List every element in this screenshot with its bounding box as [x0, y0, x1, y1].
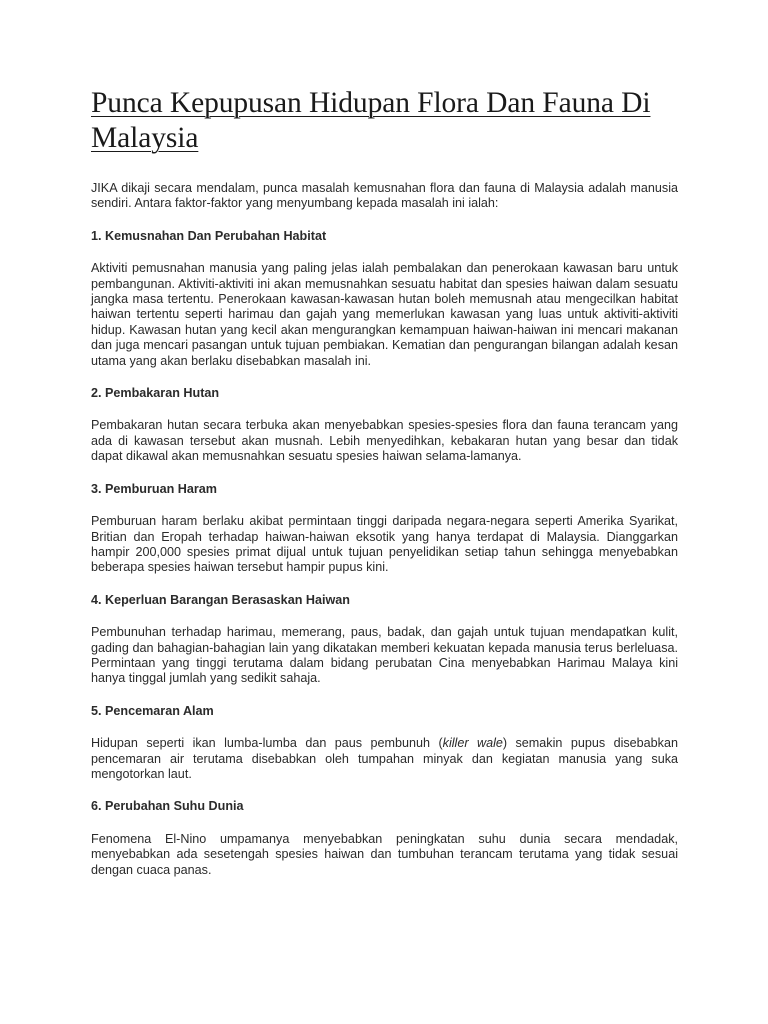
section-heading: 1. Kemusnahan Dan Perubahan Habitat: [91, 228, 327, 243]
section-body: Pemburuan haram berlaku akibat permintaan tinggi daripada negara-negara seperti Amerika Syarikat, Britian dan Eropah terhadap haiwan-haiwan eksotik yang hanya terdapat di Malaysia. Dianggarkan hampir 200,000 spesies primat dijual untuk tujuan penyelidikan setiap tahun sehingga menyebabkan beberapa spesies haiwan tersebut hampir pupus kini.: [91, 514, 678, 575]
section-animal-products: [91, 593, 678, 687]
section-forest-fire: [91, 386, 678, 465]
section-poaching: [91, 482, 678, 576]
section-heading: 6. Perubahan Suhu Dunia: [91, 799, 244, 814]
section-body: Pembakaran hutan secara terbuka akan menyebabkan spesies-spesies flora dan fauna terancam yang ada di kawasan tersebut akan musnah. Lebih menyedihkan, kebakaran hutan yang besar dan tidak dapat dikawal akan memusnahkan sesuatu spesies haiwan selama-lamanya.: [91, 418, 678, 464]
section-heading: 2. Pembakaran Hutan: [91, 386, 220, 401]
body-text-after: ) semakin pupus disebabkan pencemaran air terutama disebabkan oleh tumpahan minyak dan kegiatan manusia yang suka mengotorkan laut.: [91, 736, 678, 781]
section-heading: 3. Pemburuan Haram: [91, 481, 217, 496]
section-body: Fenomena El-Nino umpamanya menyebabkan peningkatan suhu dunia secara mendadak, menyebabkan ada sesetengah spesies haiwan dan tumbuhan terancam terutama yang tidak sesuai dengan cuaca panas.: [91, 831, 678, 877]
page-title: Punca Kepupusan Hidupan Flora Dan Fauna Di Malaysia: [91, 87, 651, 154]
section-pollution: [91, 704, 678, 783]
section-heading: 4. Keperluan Barangan Berasaskan Haiwan: [91, 592, 350, 607]
section-body: [91, 736, 678, 782]
section-climate-change: [91, 799, 678, 878]
body-text-before: Hidupan seperti ikan lumba-lumba dan paus pembunuh (: [91, 736, 443, 751]
section-heading: 5. Pencemaran Alam: [91, 703, 214, 718]
section-body: Aktiviti pemusnahan manusia yang paling jelas ialah pembalakan dan penerokaan kawasan baru untuk pembangunan. Aktiviti-aktiviti ini akan memusnahkan sesuatu habitat dan spesies haiwan dalam sesuatu jangka masa tertentu. Penerokaan kawasan-kawasan hutan boleh memusnah atau mengecilkan habitat haiwan tertentu seperti harimau dan gajah yang memerlukan kawasan yang luas untuk aktiviti-aktiviti hidup. Kawasan hutan yang kecil akan mengurangkan kemampuan haiwan-haiwan ini mencari makanan dan juga mencari pasangan untuk tujuan pembiakan. Kematian dan pengurangan bilangan adalah kesan utama yang akan berlaku disebabkan masalah ini.: [91, 261, 678, 368]
section-body: Pembunuhan terhadap harimau, memerang, paus, badak, dan gajah untuk tujuan mendapatkan kulit, gading dan bahagian-bahagian lain yang dikatakan memberi kekuatan kepada manusia terus berleluasa. Permintaan yang tinggi terutama dalam bidang perubatan Cina menyebabkan Harimau Malaya kini hanya tinggal jumlah yang sedikit sahaja.: [91, 625, 678, 686]
document-page: [91, 86, 678, 895]
intro-paragraph: JIKA dikaji secara mendalam, punca masalah kemusnahan flora dan fauna di Malaysia adalah manusia sendiri. Antara faktor-faktor yang menyumbang kepada masalah ini ialah:: [91, 181, 678, 211]
section-habitat: [91, 229, 678, 369]
italic-term: killer wale: [442, 736, 503, 751]
